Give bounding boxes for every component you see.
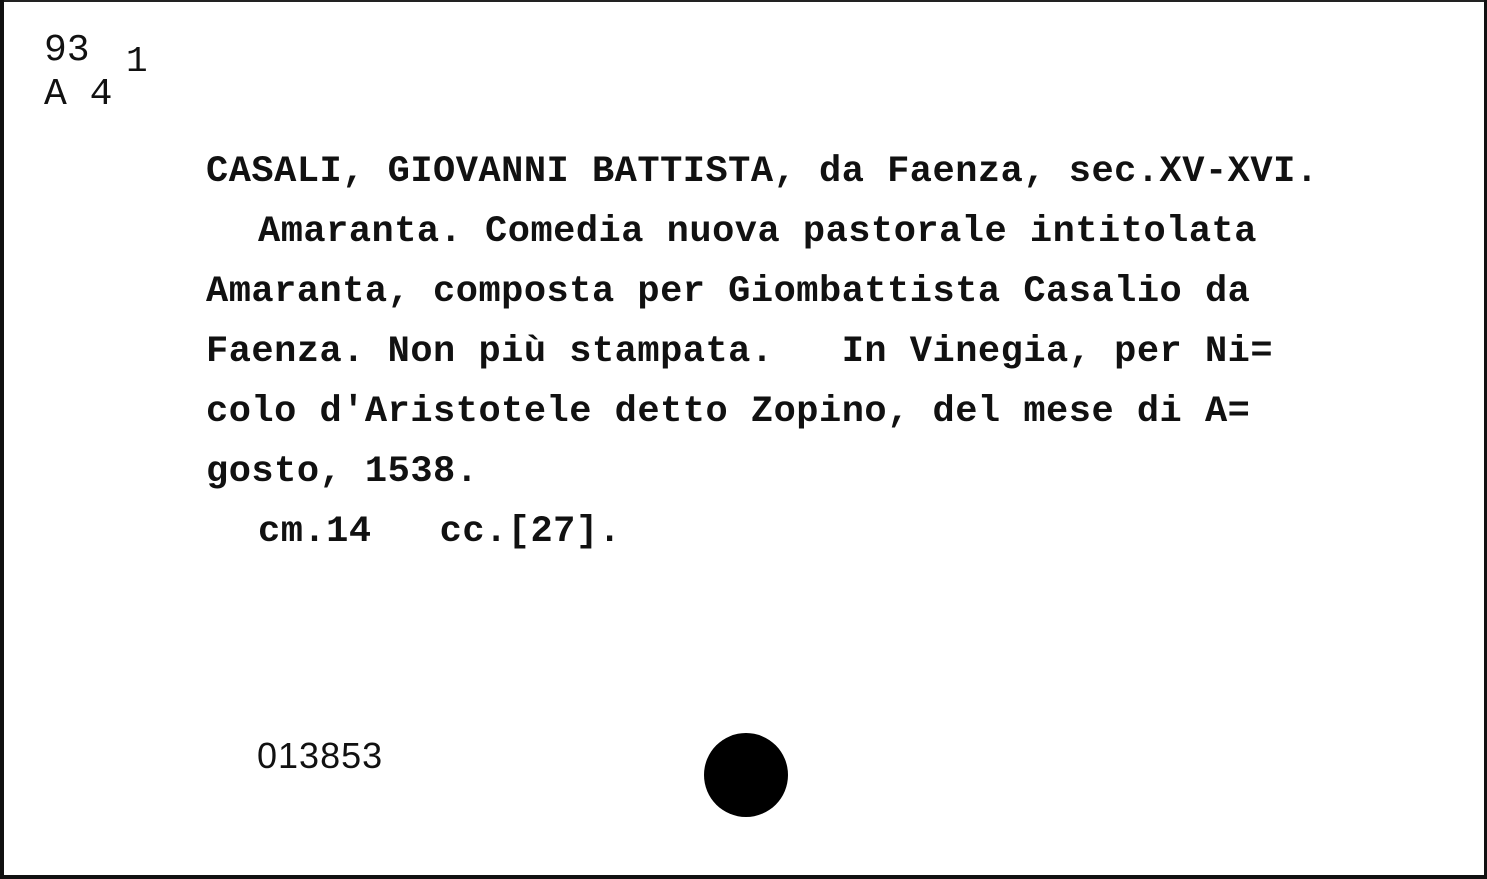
physical-description: cm.14 cc.[27]. bbox=[258, 511, 622, 553]
call-number bbox=[44, 29, 148, 116]
card-left-edge bbox=[0, 0, 4, 879]
title-line-1: Amaranta. Comedia nuova pastorale intitolata bbox=[258, 211, 1257, 253]
punch-hole bbox=[704, 733, 788, 817]
title-line-4: colo d'Aristotele detto Zopino, del mese di A= bbox=[206, 391, 1251, 433]
call-number-superscript: 1 bbox=[126, 41, 148, 82]
call-number-line2: A 4 bbox=[44, 73, 113, 116]
title-line-5: gosto, 1538. bbox=[206, 451, 479, 493]
accession-number: 013853 bbox=[257, 735, 384, 776]
bibliographic-entry bbox=[206, 142, 1476, 562]
title-line-3: Faenza. Non più stampata. In Vinegia, per Ni= bbox=[206, 331, 1274, 373]
card-top-edge bbox=[0, 0, 1487, 2]
title-line-2: Amaranta, composta per Giombattista Casalio da bbox=[206, 271, 1251, 313]
call-number-line1: 93 bbox=[44, 29, 90, 72]
entry-heading: CASALI, GIOVANNI BATTISTA, da Faenza, sec.XV-XVI. bbox=[206, 151, 1319, 193]
card-bottom-edge bbox=[0, 875, 1487, 879]
